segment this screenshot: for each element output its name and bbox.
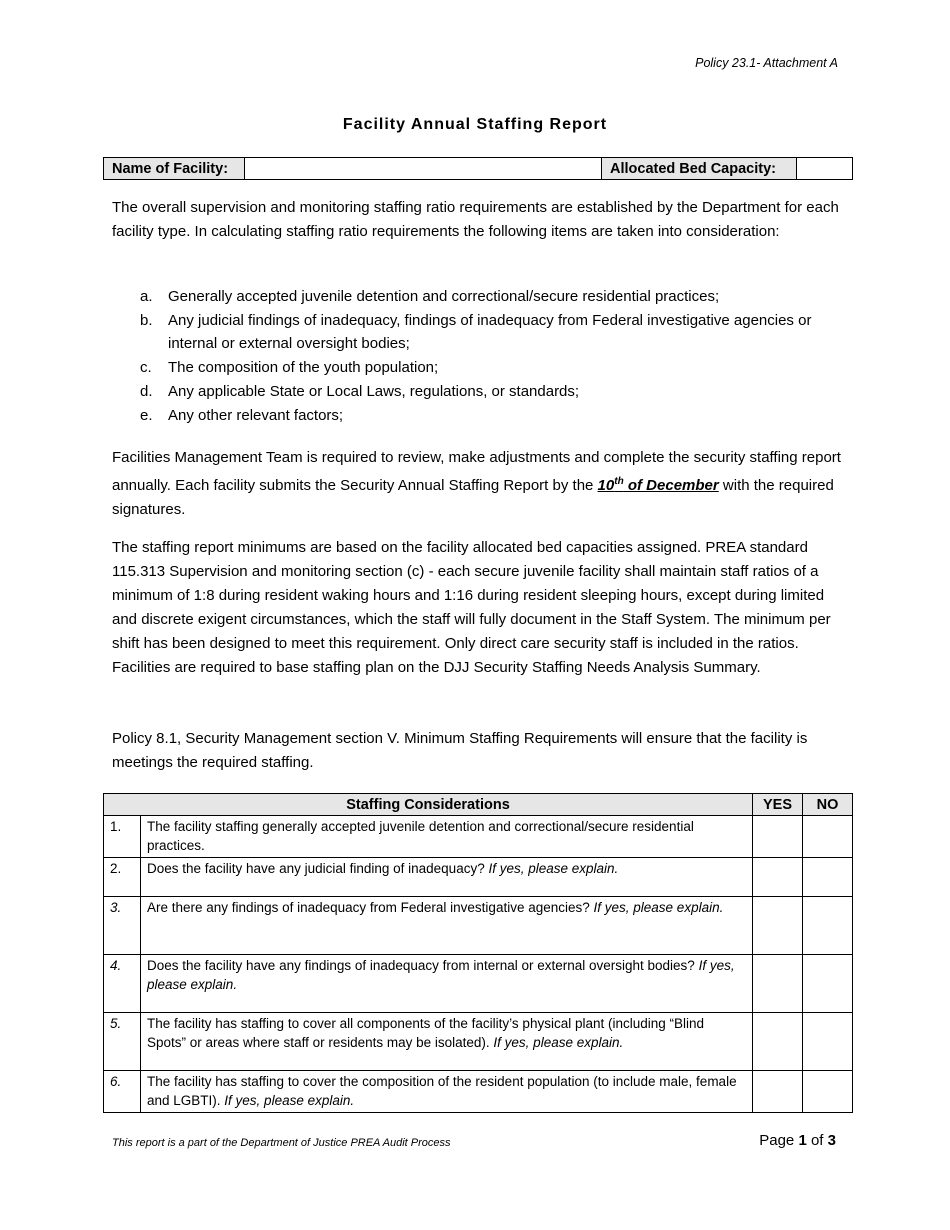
yes-cell[interactable] <box>753 955 803 1013</box>
row-question <box>141 816 753 858</box>
considerations-header: Staffing Considerations <box>104 794 753 816</box>
list-marker: a. <box>140 288 153 305</box>
row-number: 3. <box>104 897 141 955</box>
list-item <box>112 285 842 309</box>
no-cell[interactable] <box>803 1071 853 1113</box>
table-row <box>104 1071 853 1113</box>
row-number: 1. <box>104 816 141 858</box>
question-instruction: If yes, please explain. <box>493 1034 624 1050</box>
table-row <box>104 897 853 955</box>
row-number: 6. <box>104 1071 141 1113</box>
list-text: Generally accepted juvenile detention and correctional/secure residential practices; <box>168 288 720 305</box>
review-paragraph <box>112 446 842 522</box>
no-cell[interactable] <box>803 897 853 955</box>
facility-name-field[interactable] <box>245 158 602 180</box>
yes-cell[interactable] <box>753 1013 803 1071</box>
no-cell[interactable] <box>803 955 853 1013</box>
list-item <box>112 309 842 356</box>
row-question <box>141 955 753 1013</box>
review-text-after: with the required signatures. <box>112 477 834 518</box>
row-question <box>141 1013 753 1071</box>
question-instruction: If yes, please explain. <box>224 1092 355 1108</box>
intro-paragraph: The overall supervision and monitoring staffing ratio requirements are established by the Department for each facility type. In calculating staffing ratio requirements the following items are taken into consideration: <box>112 199 839 240</box>
question-text: Does the facility have any judicial finding of inadequacy? <box>147 861 489 876</box>
page-title: Facility Annual Staffing Report <box>342 116 608 133</box>
facility-name-label: Name of Facility: <box>104 158 245 180</box>
deadline-month: of December <box>623 477 719 494</box>
page-current: 1 <box>798 1132 807 1149</box>
row-number: 2. <box>104 858 141 897</box>
row-question <box>141 1071 753 1113</box>
question-text: The facility has staffing to cover all components of the facility’s physical plant (including “Blind Spots” or areas where staff or residents may be isolated). <box>147 1016 705 1050</box>
requirements-list <box>112 285 842 427</box>
policy-paragraph: Policy 8.1, Security Management section V. Minimum Staffing Requirements will ensure that the facility is meetings the required staffing. <box>112 730 808 771</box>
list-item <box>112 380 842 404</box>
no-cell[interactable] <box>803 1013 853 1071</box>
no-cell[interactable] <box>803 816 853 858</box>
deadline-date <box>598 477 719 494</box>
deadline-suffix: th <box>614 476 624 487</box>
page-total: 3 <box>827 1132 836 1149</box>
no-column-header: NO <box>803 794 853 816</box>
yes-column-header: YES <box>753 794 803 816</box>
list-text: Any judicial findings of inadequacy, findings of inadequacy from Federal investigative agencies or internal or external oversight bodies; <box>168 311 812 353</box>
page-number <box>759 1132 836 1149</box>
question-instruction: If yes, please explain. <box>488 861 619 876</box>
table-row <box>104 858 853 897</box>
row-question <box>141 897 753 955</box>
yes-cell[interactable] <box>753 897 803 955</box>
list-marker: b. <box>140 311 153 329</box>
question-text: Does the facility have any findings of inadequacy from internal or external oversight bodies? <box>147 958 699 973</box>
prea-paragraph: The staffing report minimums are based on the facility allocated bed capacities assigned. PREA standard 115.313 Supervision and monitoring section (c) - each secure juvenile facility shall maintain staff ratios of a minimum of 1:8 during resident waking hours and 1:16 during resident sleeping hours, except during limited and discrete exigent circumstances, which the staff will fully document in the Staff System. The minimum per shift has been designed to meet this requirement. Only direct care security staff is included in the ratios. Facilities are required to base staffing plan on the DJJ Security Staffing Needs Analysis Summary. <box>112 539 831 676</box>
policy-reference: Policy 23.1- Attachment A <box>695 56 838 70</box>
list-item <box>112 404 842 428</box>
list-text: Any other relevant factors; <box>168 406 344 424</box>
footer-note: This report is a part of the Department of Justice PREA Audit Process <box>112 1137 451 1149</box>
yes-cell[interactable] <box>753 816 803 858</box>
bed-capacity-label: Allocated Bed Capacity: <box>602 158 797 180</box>
table-row <box>104 816 853 858</box>
question-instruction: If yes, please explain. <box>593 900 724 915</box>
question-text: The facility has staffing to cover the composition of the resident population (to include male, female and LGBTI). <box>147 1074 737 1108</box>
deadline-day: 10 <box>597 477 615 494</box>
bed-capacity-field[interactable] <box>797 158 853 180</box>
question-text: Are there any findings of inadequacy from Federal investigative agencies? <box>147 900 594 915</box>
list-marker: c. <box>140 359 152 377</box>
list-item <box>112 356 842 380</box>
row-number: 4. <box>104 955 141 1013</box>
list-text: The composition of the youth population; <box>168 359 439 377</box>
list-marker: e. <box>140 406 153 424</box>
table-row <box>104 955 853 1013</box>
question-instruction: If yes, please explain. <box>147 958 735 992</box>
list-text: Any applicable State or Local Laws, regulations, or standards; <box>168 382 580 400</box>
review-text-before: Facilities Management Team is required to review, make adjustments and complete the security staffing report annually. Each facility submits the Security Annual Staffing Report by the <box>112 449 841 494</box>
yes-cell[interactable] <box>753 858 803 897</box>
page-word: Page <box>759 1132 795 1149</box>
staffing-considerations-table <box>103 793 853 1113</box>
yes-cell[interactable] <box>753 1071 803 1113</box>
row-question <box>141 858 753 897</box>
facility-info-table <box>103 157 853 180</box>
question-text: The facility staffing generally accepted juvenile detention and correctional/secure residential practices. <box>147 819 694 853</box>
no-cell[interactable] <box>803 858 853 897</box>
page-of: of <box>810 1132 824 1149</box>
row-number: 5. <box>104 1013 141 1071</box>
table-row <box>104 1013 853 1071</box>
list-marker: d. <box>140 382 153 400</box>
